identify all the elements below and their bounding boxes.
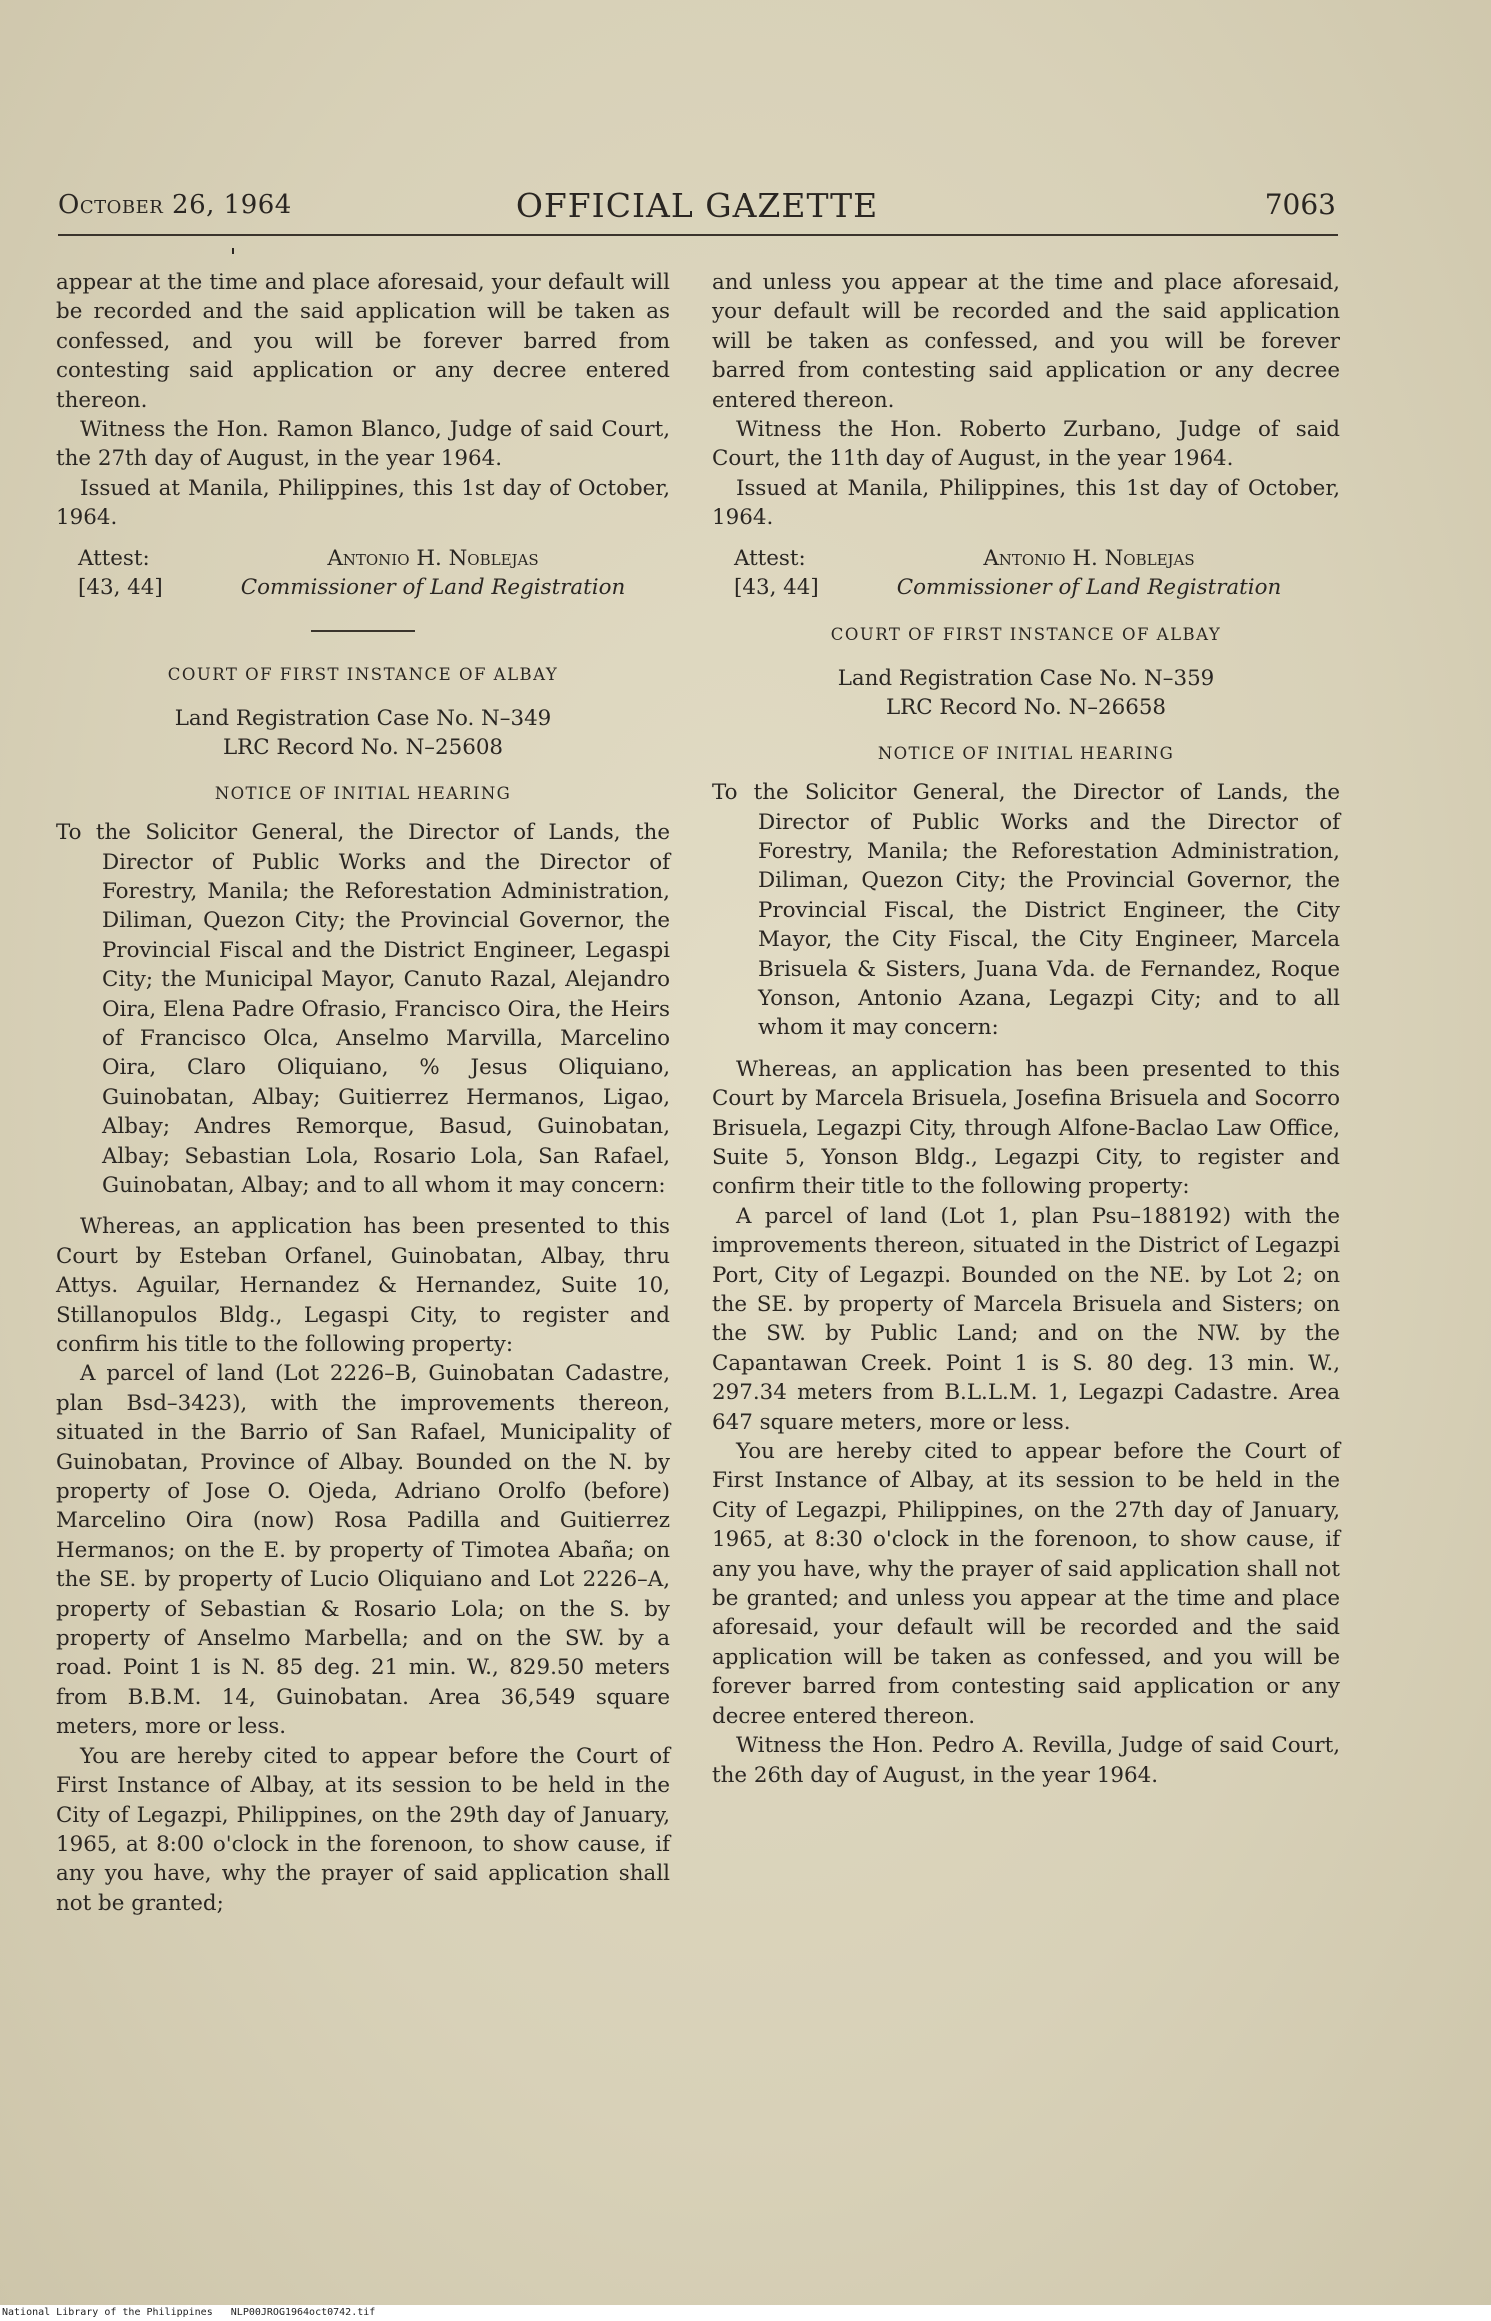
publication-title: OFFICIAL GAZETTE — [515, 186, 879, 225]
lrc-record: LRC Record No. N–25608 — [222, 735, 504, 761]
attest-title: Commissioner of Land Registration — [240, 575, 626, 601]
cited-paragraph: You are hereby cited to appear before the Court of First Instance of Albay, at its session to be held in the City of Legazpi, Philippines, on the 27th day of January, 1965, at 8:30 o'clock in the forenoon, to show cause, if any you have, why the prayer of said application shall not be granted; and unless you appear at the time and place aforesaid, your default will be recorded and the said application will be taken as confessed, and you will be forever barred from contesting said application or any decree entered thereon. — [712, 1439, 1340, 1729]
attest-ref: [43, 44] — [734, 575, 819, 601]
attest-label: Attest: — [734, 545, 806, 571]
continued-paragraph: appear at the time and place aforesaid, your default will be recorded and the said application will be taken as confessed, and you will be forever barred from contesting said application or any decree entered thereon. — [56, 270, 670, 413]
continued-paragraph: and unless you appear at the time and place aforesaid, your default will be recorded and the said application will be taken as confessed, and you will be forever barred from contesting said application or any decree entered thereon. — [712, 270, 1340, 413]
addressees-paragraph: To the Solicitor General, the Director of Lands, the Director of Public Works and the Director of Forestry, Manila; the Reforestation Administration, Diliman, Quezon City; the Provincial Governor, the Provincial Fiscal and the District Engineer, Legaspi City; the Municipal Mayor, Canuto Razal, Alejandro Oira, Elena Padre Ofrasio, Francisco Oira, the Heirs of Francisco Olca, Anselmo Marvilla, Marcelino Oira, Claro Oliquiano, % Jesus Oliquiano, Guinobatan, Albay; Guitierrez Hermanos, Ligao, Albay; Andres Remorque, Basud, Guinobatan, Albay; Sebastian Lola, Rosario Lola, San Rafael, Guinobatan, Albay; and to all whom it may concern: — [56, 820, 670, 1198]
attest-block — [734, 544, 1340, 603]
witness-paragraph-2: Witness the Hon. Pedro A. Revilla, Judge of said Court, the 26th day of August, in the year 1964. — [712, 1733, 1340, 1788]
page-number: 7063 — [1264, 188, 1336, 221]
attest-ref: [43, 44] — [78, 575, 163, 601]
attest-title: Commissioner of Land Registration — [896, 575, 1282, 601]
whereas-paragraph: Whereas, an application has been presented to this Court by Esteban Orfanel, Guinobatan, Albay, thru Attys. Aguilar, Hernandez & Hernandez, Suite 10, Stillanopulos Bldg., Legaspi City, to register and confirm his title to the following property: — [56, 1214, 670, 1357]
notice-title: NOTICE OF INITIAL HEARING — [877, 743, 1175, 763]
issue-date: October 26, 1964 — [58, 190, 292, 220]
footer-library: National Library of the Philippines — [2, 2307, 213, 2318]
left-column — [56, 268, 670, 1918]
case-number: Land Registration Case No. N–349 — [174, 705, 552, 731]
attest-signature — [208, 544, 658, 603]
court-heading: COURT OF FIRST INSTANCE OF ALBAY — [830, 625, 1222, 645]
parcel-paragraph: A parcel of land (Lot 2226–B, Guinobatan Cadastre, plan Bsd–3423), with the improvements thereon, situated in the Barrio of San Rafael, Municipality of Guinobatan, Province of Albay. Bounded on the N. by property of Jose O. Ojeda, Adriano Orolfo (before) Marcelino Oira (now) Rosa Padilla and Guitierrez Hermanos; on the E. by property of Timotea Abaña; on the SE. by property of Lucio Oliquiano and Lot 2226–A, property of Sebastian & Rosario Lola; on the S. by property of Anselmo Marbella; and on the SW. by a road. Point 1 is N. 85 deg. 21 min. W., 829.50 meters from B.B.M. 14, Guinobatan. Area 36,549 square meters, more or less. — [56, 1361, 670, 1740]
court-heading: COURT OF FIRST INSTANCE OF ALBAY — [167, 665, 559, 685]
addressees-paragraph: To the Solicitor General, the Director of Lands, the Director of Public Works and the Director of Forestry, Manila; the Reforestation Administration, Diliman, Quezon City; the Provincial Governor, the Provincial Fiscal, the District Engineer, the City Mayor, the City Fiscal, the City Engineer, Marcela Brisuela & Sisters, Juana Vda. de Fernandez, Roque Yonson, Antonio Azana, Legazpi City; and to all whom it may concern: — [712, 780, 1340, 1041]
attest-block — [78, 544, 670, 603]
attest-labels — [734, 544, 864, 603]
print-speck — [232, 248, 234, 254]
issued-paragraph: Issued at Manila, Philippines, this 1st day of October, 1964. — [56, 475, 670, 531]
footer-file: NLP00JROG1964oct0742.tif — [230, 2307, 376, 2318]
header-rule — [58, 234, 1338, 236]
issued-paragraph: Issued at Manila, Philippines, this 1st day of October, 1964. — [712, 475, 1340, 531]
cited-paragraph: You are hereby cited to appear before the Court of First Instance of Albay, at its session to be held in the City of Legazpi, Philippines, on the 29th day of January, 1965, at 8:00 o'clock in the forenoon, to show cause, if any you have, why the prayer of said application shall not be granted; — [56, 1743, 670, 1916]
attest-labels — [78, 544, 208, 603]
right-column — [712, 268, 1340, 1790]
attest-name: Antonio H. Noblejas — [327, 545, 539, 571]
whereas-paragraph: Whereas, an application has been presented to this Court by Marcela Brisuela, Josefina Brisuela and Socorro Brisuela, Legazpi City, through Alfone-Baclao Law Office, Suite 5, Yonson Bldg., Legazpi City, to register and confirm their title to the following property: — [712, 1056, 1340, 1200]
witness-paragraph: Witness the Hon. Ramon Blanco, Judge of said Court, the 27th day of August, in the year 1964. — [56, 417, 670, 472]
notice-title: NOTICE OF INITIAL HEARING — [214, 783, 512, 803]
parcel-paragraph: A parcel of land (Lot 1, plan Psu–188192) with the improvements thereon, situated in the District of Legazpi Port, City of Legazpi. Bounded on the NE. by Lot 2; on the SE. by property of Marcela Brisuela and Sisters; on the SW. by Public Land; and on the NW. by the Capantawan Creek. Point 1 is S. 80 deg. 13 min. W., 297.34 meters from B.L.L.M. 1, Legazpi Cadastre. Area 647 square meters, more or less. — [712, 1203, 1340, 1435]
attest-label: Attest: — [78, 545, 150, 571]
attest-name: Antonio H. Noblejas — [983, 545, 1195, 571]
witness-paragraph: Witness the Hon. Roberto Zurbano, Judge of said Court, the 11th day of August, in the year 1964. — [712, 417, 1340, 472]
lrc-record: LRC Record No. N–26658 — [885, 695, 1167, 721]
case-number: Land Registration Case No. N–359 — [837, 665, 1215, 691]
page-header — [58, 186, 1336, 226]
scan-footer — [0, 2305, 1491, 2321]
section-divider — [311, 630, 415, 632]
attest-signature — [864, 544, 1314, 603]
